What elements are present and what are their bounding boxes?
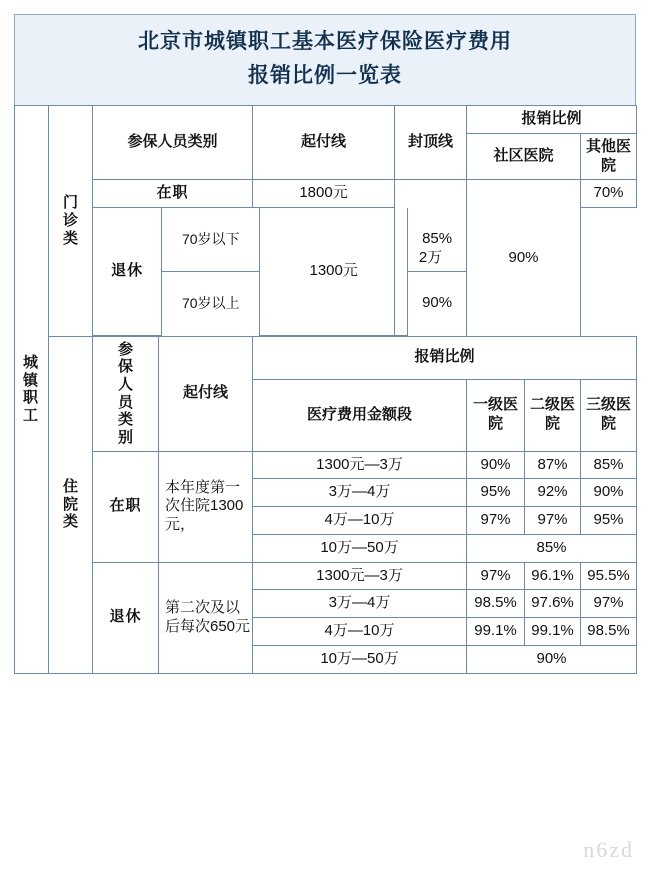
cell-outpatient-over70-other: 90% [408, 272, 466, 336]
cell-range-1: 1300元—3万 [253, 451, 467, 479]
cell-onjob-r1-l2: 87% [525, 451, 581, 479]
cell-onjob-r3-l2: 97% [525, 507, 581, 535]
cell-retired-r1-l1: 97% [467, 562, 525, 590]
cell-retired-r1-l3: 95.5% [581, 562, 637, 590]
cell-inpatient-retired-deductible: 第二次及以后每次650元 [159, 562, 253, 673]
header-ceiling: 封顶线 [395, 106, 467, 180]
cell-retired-r2-l3: 97% [581, 590, 637, 618]
cell-outpatient-community-ratio: 90% [467, 180, 581, 336]
cell-range-6: 3万—4万 [253, 590, 467, 618]
cell-outpatient-retired: 退休 [93, 208, 162, 335]
cell-inpatient-retired: 退休 [93, 562, 159, 673]
cell-outpatient-onjob-deductible: 1800元 [253, 180, 395, 208]
cell-retired-r3-l3: 98.5% [581, 618, 637, 646]
cell-retired-r3-l1: 99.1% [467, 618, 525, 646]
header-inpatient-person-type [93, 336, 159, 451]
cell-retired-r2-l2: 97.6% [525, 590, 581, 618]
header-level2: 二级医院 [525, 379, 581, 451]
header-inpatient-person-type-text: 参 保 人 员 类 别 [117, 340, 133, 446]
cell-retired-r2-l1: 98.5% [467, 590, 525, 618]
cell-range-2: 3万—4万 [253, 479, 467, 507]
cell-outpatient-ceiling: 2万 [395, 180, 467, 336]
header-person-type: 参保人员类别 [93, 106, 253, 180]
header-inpatient-reimburse-ratio: 报销比例 [253, 336, 637, 379]
header-community-hospital: 社区医院 [467, 133, 581, 180]
header-reimburse-ratio: 报销比例 [467, 106, 637, 134]
header-other-hospital: 其他医院 [581, 133, 637, 180]
cell-range-7: 4万—10万 [253, 618, 467, 646]
cell-onjob-r4-all: 85% [467, 534, 637, 562]
cell-inpatient-onjob-deductible: 本年度第一次住院1300元， [159, 451, 253, 562]
cell-onjob-r1-l3: 85% [581, 451, 637, 479]
title-line-2: 报销比例一览表 [248, 64, 402, 87]
cell-inpatient-onjob: 在职 [93, 451, 159, 562]
cell-range-5: 1300元—3万 [253, 562, 467, 590]
table-row [15, 336, 637, 379]
watermark: n6zd [583, 837, 634, 862]
cell-onjob-r1-l1: 90% [467, 451, 525, 479]
cell-retired-r3-l2: 99.1% [525, 618, 581, 646]
reimbursement-table [14, 105, 637, 674]
cell-outpatient-onjob-other: 70% [581, 180, 637, 208]
header-level3: 三级医院 [581, 379, 637, 451]
cell-onjob-r2-l1: 95% [467, 479, 525, 507]
cell-onjob-r3-l3: 95% [581, 507, 637, 535]
cell-inpatient-label [49, 336, 93, 673]
table-row [15, 562, 637, 590]
cell-range-8: 10万—50万 [253, 645, 467, 673]
outpatient-label-text: 门 诊 类 [62, 194, 78, 247]
cell-big-category [15, 106, 49, 674]
cell-outpatient-retired-deductible: 1300元 [260, 208, 408, 335]
cell-outpatient-over70: 70岁以上 [162, 272, 260, 336]
table-row [15, 180, 637, 208]
cell-outpatient-under70-other: 85% [408, 208, 466, 272]
header-deductible: 起付线 [253, 106, 395, 180]
cell-outpatient-label [49, 106, 93, 337]
inpatient-label-text: 住 院 类 [62, 478, 78, 531]
cell-onjob-r3-l1: 97% [467, 507, 525, 535]
cell-outpatient-under70: 70岁以下 [162, 208, 260, 272]
cell-retired-r1-l2: 96.1% [525, 562, 581, 590]
table-row [93, 208, 466, 272]
cell-range-3: 4万—10万 [253, 507, 467, 535]
cell-outpatient-onjob: 在职 [93, 180, 253, 208]
header-inpatient-deductible: 起付线 [159, 336, 253, 451]
header-level1: 一级医院 [467, 379, 525, 451]
header-amount-range: 医疗费用金额段 [253, 379, 467, 451]
big-category-text: 城 镇 职 工 [22, 353, 40, 424]
cell-retired-r4-all: 90% [467, 645, 637, 673]
cell-outpatient-retired-group [93, 208, 467, 337]
cell-range-4: 10万—50万 [253, 534, 467, 562]
table-row [15, 106, 637, 134]
document-title [14, 14, 636, 105]
cell-onjob-r2-l3: 90% [581, 479, 637, 507]
table-row [15, 451, 637, 479]
title-line-1: 北京市城镇职工基本医疗保险医疗费用 [138, 30, 512, 53]
cell-onjob-r2-l2: 92% [525, 479, 581, 507]
